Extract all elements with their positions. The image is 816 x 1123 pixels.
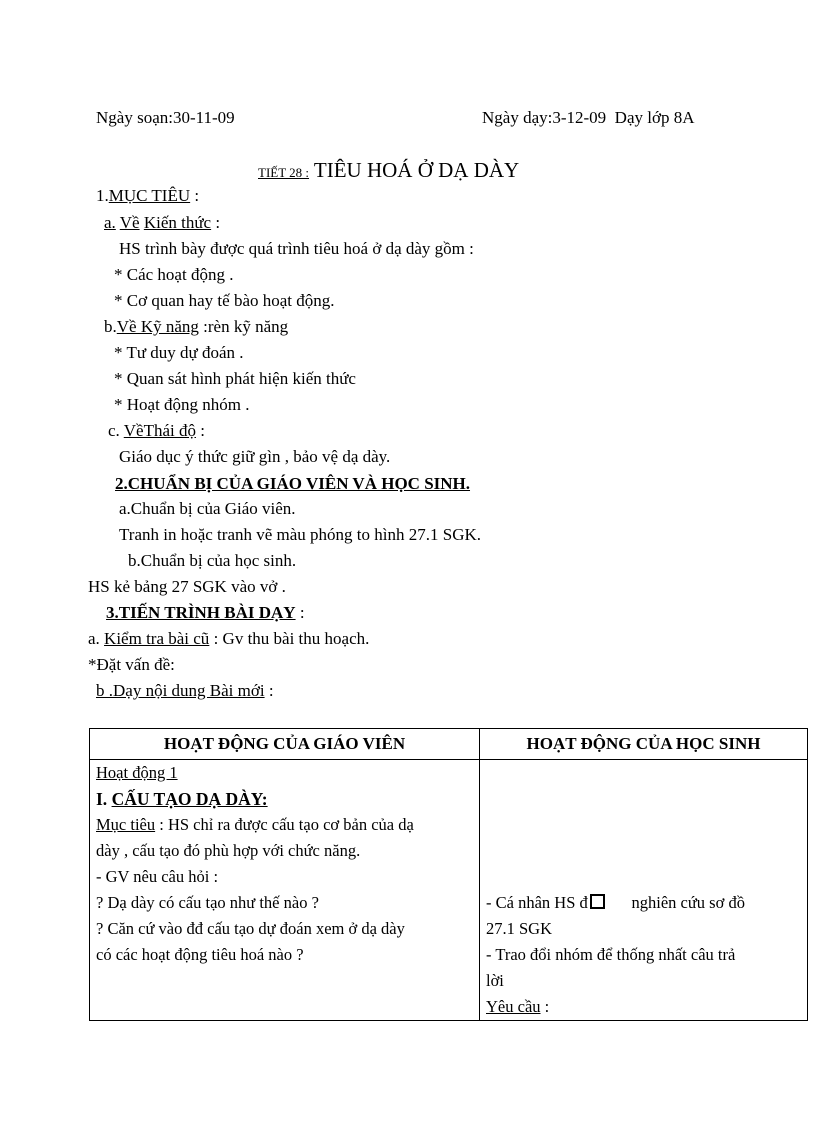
student-line-2: 27.1 SGK xyxy=(486,919,553,938)
student-line-1 xyxy=(486,890,801,916)
teach-date xyxy=(482,108,694,128)
teacher-activity-cell xyxy=(90,760,480,1021)
knowledge-item-1: * Các hoạt động . xyxy=(114,265,234,284)
new-lesson-colon: : xyxy=(264,681,274,700)
objective-attitude-heading xyxy=(108,421,205,441)
knowledge-item-2: * Cơ quan hay tế bào hoạt động. xyxy=(114,291,335,310)
requirement-line xyxy=(486,994,801,1020)
review-label: Kiểm tra bài cũ xyxy=(104,629,210,648)
activity-label: Hoạt động 1 xyxy=(96,763,178,782)
objective-c-prefix: c. xyxy=(108,421,120,440)
attitude-body: Giáo dục ý thức giữ gìn , bảo vệ dạ dày. xyxy=(119,447,391,466)
objective-a-prefix: a. xyxy=(104,213,116,232)
cell-spacer xyxy=(486,760,801,890)
student-line-1b: nghiên cứu sơ đồ xyxy=(631,893,745,912)
objective-b-prefix: b. xyxy=(104,317,117,336)
review-rest: : Gv thu bài thu hoạch. xyxy=(209,629,370,648)
student-activity-cell xyxy=(480,760,808,1021)
section-2-heading: 2.CHUẨN BỊ CỦA GIÁO VIÊN VÀ HỌC SINH. xyxy=(115,474,471,493)
objective-a-label: Kiến thức xyxy=(143,213,212,232)
question-2-line-2: có các hoạt động tiêu hoá nào ? xyxy=(96,945,304,964)
section-1-title: MỤC TIÊU xyxy=(108,186,191,205)
requirement-label: Yêu cầu xyxy=(486,997,541,1016)
section-1-heading xyxy=(96,186,199,206)
objective-c-label: VềThái độ xyxy=(123,421,196,440)
question-2-line-1: ? Căn cứ vào đđ cấu tạo dự đoán xem ở dạ dày xyxy=(96,919,405,938)
objective-a-colon: : xyxy=(211,213,221,232)
new-lesson-line xyxy=(96,681,274,701)
student-prep-label: b.Chuẩn bị của học sinh. xyxy=(128,551,297,570)
section-1-colon: : xyxy=(190,186,200,205)
goal-line-2: dày , cấu tạo đó phù hợp với chức năng. xyxy=(96,841,361,860)
section-3-heading xyxy=(106,603,305,623)
section-structure xyxy=(96,786,473,812)
table-row xyxy=(90,760,808,1021)
structure-number: I. xyxy=(96,789,112,809)
skill-item-3: * Hoạt động nhóm . xyxy=(114,395,250,414)
new-lesson-label: b .Dạy nội dung Bài mới xyxy=(96,681,265,700)
section-3-colon: : xyxy=(295,603,305,622)
lesson-name: TIÊU HOÁ Ở DẠ DÀY xyxy=(309,158,520,182)
activity-table xyxy=(89,728,808,1021)
student-column-header: HOẠT ĐỘNG CỦA HỌC SINH xyxy=(480,729,808,760)
cell-spacer xyxy=(96,968,473,1020)
teacher-ask: - GV nêu câu hỏi : xyxy=(96,867,219,886)
question-1: ? Dạ dày có cấu tạo như thế nào ? xyxy=(96,893,319,912)
objective-skill-heading xyxy=(104,317,288,337)
goal-label: Mục tiêu xyxy=(96,815,156,834)
knowledge-body: HS trình bày được quá trình tiêu hoá ở dạ dày gồm : xyxy=(119,239,474,258)
teacher-prep-label: a.Chuẩn bị của Giáo viên. xyxy=(119,499,296,518)
objective-c-colon: : xyxy=(195,421,205,440)
student-line-1a: - Cá nhân HS đ xyxy=(486,893,588,912)
table-header-row xyxy=(90,729,808,760)
teacher-column-header: HOẠT ĐỘNG CỦA GIÁO VIÊN xyxy=(90,729,480,760)
review-prefix: a. xyxy=(88,629,100,648)
student-line-4: lời xyxy=(486,971,504,990)
student-prep-body: HS kẻ bảng 27 SGK vào vở . xyxy=(88,577,286,596)
goal-line-1 xyxy=(96,812,473,838)
skill-item-1: * Tư duy dự đoán . xyxy=(114,343,244,362)
objective-a-ve: Về xyxy=(119,213,140,232)
objective-b-rest: :rèn kỹ năng xyxy=(198,317,289,336)
period-number: TIẾT 28 : xyxy=(258,165,310,180)
lesson-title xyxy=(258,158,519,185)
student-line-3: - Trao đổi nhóm để thống nhất câu trả xyxy=(486,945,736,964)
teacher-prep-body: Tranh in hoặc tranh vẽ màu phóng to hình 27.1 SGK. xyxy=(119,525,482,544)
structure-title: CẤU TẠO DẠ DÀY: xyxy=(111,789,268,809)
skill-item-2: * Quan sát hình phát hiện kiến thức xyxy=(114,369,356,388)
objective-b-label: Về Kỹ năng xyxy=(116,317,199,336)
objective-knowledge-heading xyxy=(104,213,220,233)
review-line xyxy=(88,629,369,649)
prep-date: Ngày soạn:30-11-09 xyxy=(96,108,235,127)
class-label: Dạy lớp 8A xyxy=(614,108,695,127)
missing-glyph-icon xyxy=(590,894,605,909)
goal-text-1: : HS chỉ ra được cấu tạo cơ bản của dạ xyxy=(155,815,414,834)
problem-statement: *Đặt vấn đề: xyxy=(88,655,175,674)
section-3-title: 3.TIẾN TRÌNH BÀI DẠY xyxy=(106,603,296,622)
requirement-colon: : xyxy=(540,997,550,1016)
section-1-number: 1. xyxy=(96,186,109,205)
teach-date-text: Ngày dạy:3-12-09 xyxy=(482,108,607,127)
